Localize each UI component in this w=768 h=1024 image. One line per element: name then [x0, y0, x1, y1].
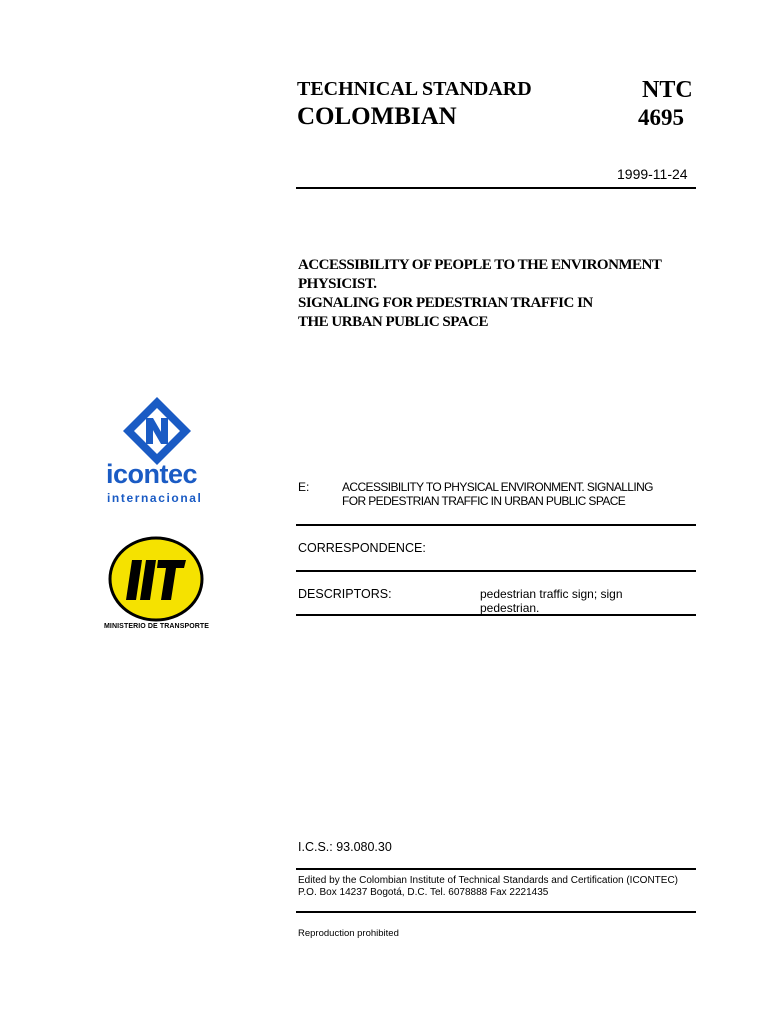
icontec-wordmark: icontec	[106, 459, 198, 489]
divider	[296, 570, 696, 572]
publisher-line: Edited by the Colombian Institute of Technical Standards and Certification (ICONTEC)	[298, 875, 678, 886]
descriptors-line: pedestrian traffic sign; sign	[480, 587, 623, 601]
ministerio-transporte-label: MINISTERIO DE TRANSPORTE	[104, 623, 210, 630]
english-title-line: ACCESSIBILITY TO PHYSICAL ENVIRONMENT. SIGNALLING	[342, 480, 653, 494]
english-title	[342, 480, 672, 508]
divider	[296, 187, 696, 189]
publisher-info	[298, 875, 696, 899]
ics-code: I.C.S.: 93.080.30	[298, 840, 392, 854]
publication-date: 1999-11-24	[617, 166, 688, 182]
divider	[296, 524, 696, 526]
standard-type-line1: TECHNICAL STANDARD	[297, 78, 532, 100]
icontec-subtitle: internacional	[107, 491, 203, 505]
publisher-line: P.O. Box 14237 Bogotá, D.C. Tel. 6078888 Fax 2221435	[298, 887, 549, 898]
title-line: PHYSICIST.	[298, 276, 377, 292]
document-title	[298, 256, 693, 332]
standard-code: NTC	[642, 77, 693, 103]
divider	[296, 911, 696, 913]
english-title-label: E:	[298, 480, 310, 494]
correspondence-label: CORRESPONDENCE:	[298, 541, 426, 555]
standard-number: 4695	[638, 105, 684, 130]
divider	[296, 614, 696, 616]
title-line: SIGNALING FOR PEDESTRIAN TRAFFIC IN	[298, 295, 593, 311]
title-line: THE URBAN PUBLIC SPACE	[298, 314, 488, 330]
english-title-line: FOR PEDESTRIAN TRAFFIC IN URBAN PUBLIC SPACE	[342, 494, 626, 508]
title-line: ACCESSIBILITY OF PEOPLE TO THE ENVIRONMENT	[298, 257, 662, 273]
standard-type-line2: COLOMBIAN	[297, 103, 457, 130]
ministerio-transporte-logo-icon	[108, 536, 204, 622]
descriptors-value	[480, 587, 660, 615]
divider	[296, 868, 696, 870]
descriptors-label: DESCRIPTORS:	[298, 587, 392, 601]
descriptors-line: pedestrian.	[480, 601, 540, 615]
reproduction-notice: Reproduction prohibited	[298, 928, 399, 939]
